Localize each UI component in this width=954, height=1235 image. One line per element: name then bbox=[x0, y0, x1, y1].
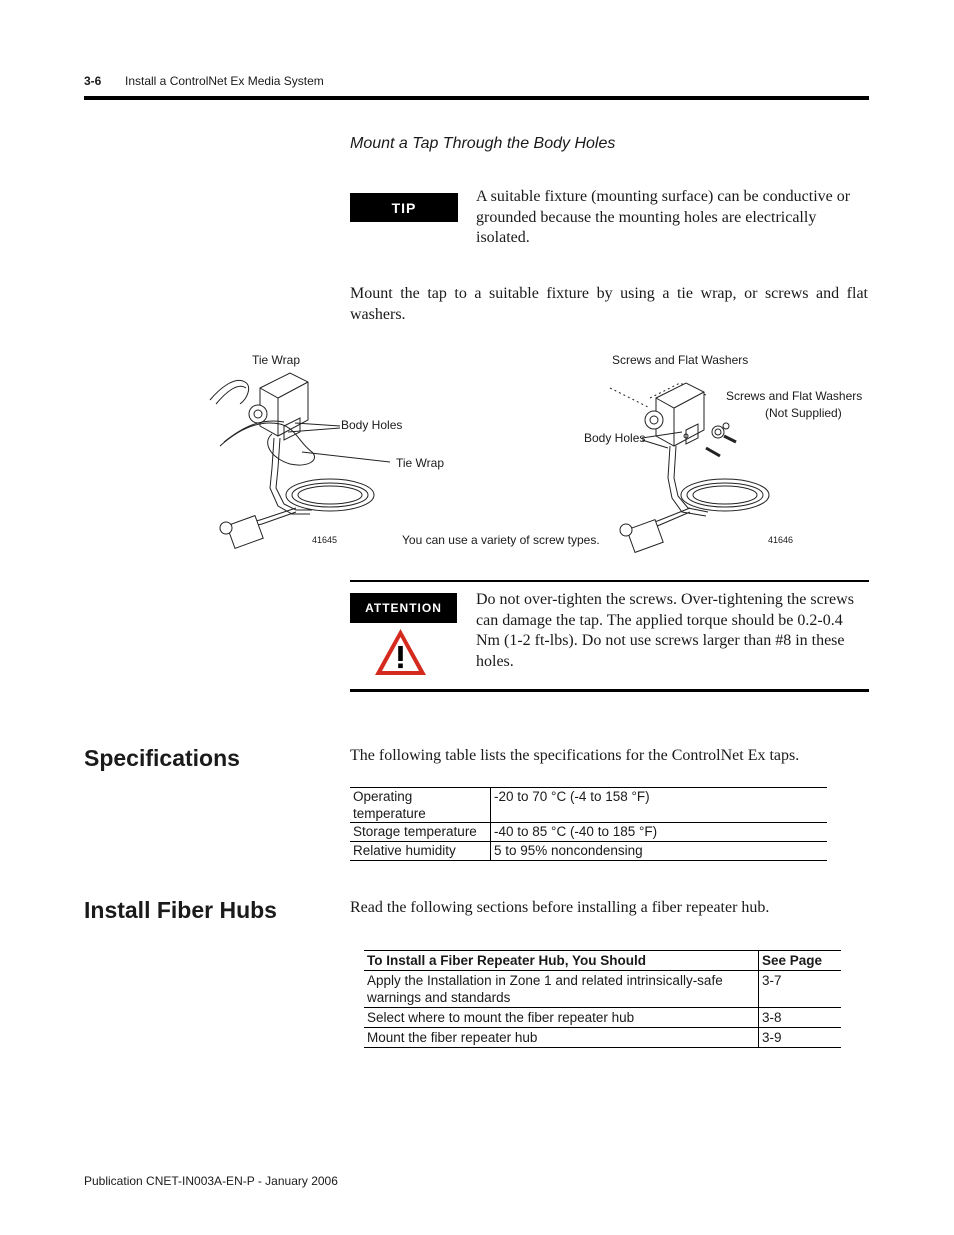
page-cell: 3-7 bbox=[759, 971, 842, 1008]
attention-top-rule bbox=[350, 580, 869, 582]
figure-number-left: 41645 bbox=[312, 535, 338, 545]
attention-bottom-rule bbox=[350, 689, 869, 692]
table-row bbox=[350, 823, 827, 842]
screw-tap-drawing bbox=[610, 383, 769, 552]
table-row bbox=[350, 842, 827, 861]
spec-name: Storage temperature bbox=[350, 823, 491, 842]
figure-number-right: 41646 bbox=[768, 535, 794, 545]
header-page-number: 3-6 bbox=[84, 74, 102, 88]
tip-badge: TIP bbox=[350, 193, 458, 222]
header-rule bbox=[84, 96, 869, 100]
table-row bbox=[350, 788, 827, 823]
task-cell: Apply the Installation in Zone 1 and related intrinsically-safe warnings and standards bbox=[364, 971, 759, 1008]
page-cell: 3-9 bbox=[759, 1028, 842, 1048]
table-header-row bbox=[364, 951, 841, 971]
screws-label-line1: Screws and Flat Washers bbox=[726, 389, 863, 403]
table-row bbox=[364, 1028, 841, 1048]
tie-wrap-label: Tie Wrap bbox=[396, 456, 445, 470]
publication-footer: Publication CNET-IN003A-EN-P - January 2006 bbox=[84, 1174, 338, 1188]
spec-name: Operating temperature bbox=[350, 788, 491, 823]
column-header-page: See Page bbox=[759, 951, 842, 971]
mount-instructions: Mount the tap to a suitable fixture by using a tie wrap, or screws and flat washers. bbox=[350, 285, 868, 323]
install-fiber-hubs-heading: Install Fiber Hubs bbox=[84, 897, 277, 923]
spec-value: 5 to 95% noncondensing bbox=[491, 842, 828, 861]
mounting-illustrations bbox=[200, 348, 880, 563]
specifications-heading: Specifications bbox=[84, 745, 240, 771]
tie-wrap-tap-drawing bbox=[210, 373, 390, 548]
page-cell: 3-8 bbox=[759, 1008, 842, 1028]
attention-badge: ATTENTION bbox=[350, 593, 457, 623]
body-holes-label-right: Body Holes bbox=[584, 431, 646, 445]
task-cell: Mount the fiber repeater hub bbox=[364, 1028, 759, 1048]
specifications-intro: The following table lists the specifications for the ControlNet Ex taps. bbox=[350, 747, 800, 764]
column-header-task: To Install a Fiber Repeater Hub, You Should bbox=[364, 951, 759, 971]
figure-caption: Mount a Tap Through the Body Holes bbox=[350, 135, 616, 152]
header-title: Install a ControlNet Ex Media System bbox=[125, 74, 324, 88]
install-fiber-hubs-intro: Read the following sections before installing a fiber repeater hub. bbox=[350, 899, 770, 916]
attention-text: Do not over-tighten the screws. Over-tightening the screws can damage the tap. The applied torque should be 0.2-0.4 Nm (1-2 ft-lbs). Do not use screws larger than #8 in these holes. bbox=[476, 591, 854, 670]
screw-types-note: You can use a variety of screw types. bbox=[402, 533, 600, 547]
fiber-hub-table bbox=[364, 950, 841, 1048]
task-cell: Select where to mount the fiber repeater hub bbox=[364, 1008, 759, 1028]
screws-top-label: Screws and Flat Washers bbox=[612, 353, 749, 367]
screws-label-line2: (Not Supplied) bbox=[765, 406, 842, 420]
spec-name: Relative humidity bbox=[350, 842, 491, 861]
specifications-table bbox=[350, 787, 827, 861]
tip-text: A suitable fixture (mounting surface) can be conductive or grounded because the mounting holes are electrically isolated. bbox=[476, 188, 851, 246]
table-row bbox=[364, 971, 841, 1008]
tie-wrap-top-label: Tie Wrap bbox=[252, 353, 301, 367]
body-holes-label-left: Body Holes bbox=[341, 418, 403, 432]
table-row bbox=[364, 1008, 841, 1028]
mounting-drawings bbox=[200, 348, 880, 563]
spec-value: -40 to 85 °C (-40 to 185 °F) bbox=[491, 823, 828, 842]
spec-value: -20 to 70 °C (-4 to 158 °F) bbox=[491, 788, 828, 823]
warning-triangle-icon bbox=[373, 627, 428, 677]
